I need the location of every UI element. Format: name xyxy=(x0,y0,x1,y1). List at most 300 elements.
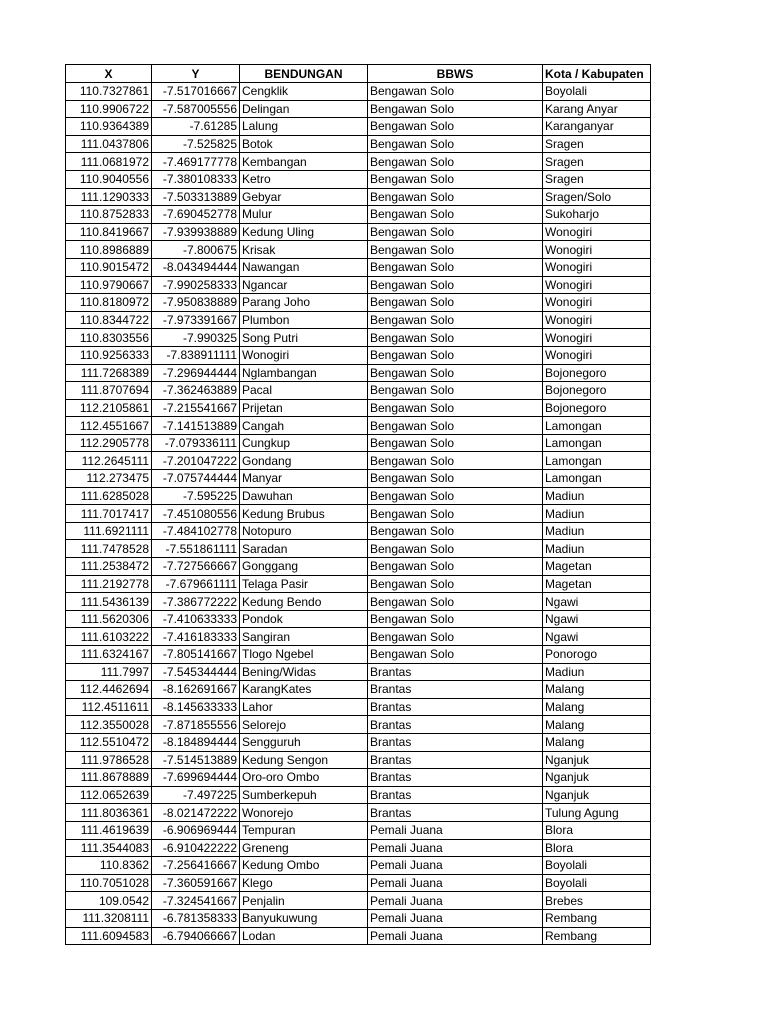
cell-x: 110.8419667 xyxy=(66,223,152,241)
cell-y: -7.256416667 xyxy=(152,857,240,875)
cell-bendungan: Nglambangan xyxy=(240,364,368,382)
cell-bbws: Brantas xyxy=(368,698,543,716)
cell-bendungan: Cangah xyxy=(240,417,368,435)
cell-kota: Brebes xyxy=(543,892,651,910)
cell-bendungan: Ketro xyxy=(240,170,368,188)
cell-bbws: Bengawan Solo xyxy=(368,276,543,294)
cell-bendungan: Klego xyxy=(240,874,368,892)
cell-bendungan: Plumbon xyxy=(240,311,368,329)
cell-x: 112.2645111 xyxy=(66,452,152,470)
cell-x: 111.3544083 xyxy=(66,839,152,857)
cell-y: -7.587005556 xyxy=(152,100,240,118)
table-row xyxy=(66,769,651,787)
cell-bendungan: Penjalin xyxy=(240,892,368,910)
cell-x: 112.5510472 xyxy=(66,733,152,751)
cell-bbws: Bengawan Solo xyxy=(368,399,543,417)
cell-bendungan: Krisak xyxy=(240,241,368,259)
cell-kota: Blora xyxy=(543,821,651,839)
cell-x: 109.0542 xyxy=(66,892,152,910)
cell-x: 110.8180972 xyxy=(66,294,152,312)
cell-kota: Wonogiri xyxy=(543,223,651,241)
cell-y: -7.525825 xyxy=(152,135,240,153)
cell-x: 111.6921111 xyxy=(66,522,152,540)
cell-kota: Malang xyxy=(543,698,651,716)
cell-y: -7.451080556 xyxy=(152,505,240,523)
cell-x: 111.9786528 xyxy=(66,751,152,769)
table-header xyxy=(66,65,651,83)
cell-x: 111.0681972 xyxy=(66,153,152,171)
cell-bbws: Bengawan Solo xyxy=(368,628,543,646)
cell-bendungan: Sengguruh xyxy=(240,733,368,751)
cell-x: 112.4511611 xyxy=(66,698,152,716)
cell-y: -7.324541667 xyxy=(152,892,240,910)
cell-bendungan: Lalung xyxy=(240,118,368,136)
cell-x: 110.9364389 xyxy=(66,118,152,136)
table-row xyxy=(66,716,651,734)
cell-bendungan: Selorejo xyxy=(240,716,368,734)
cell-bbws: Pemali Juana xyxy=(368,839,543,857)
cell-y: -7.939938889 xyxy=(152,223,240,241)
cell-x: 110.9790667 xyxy=(66,276,152,294)
cell-y: -7.075744444 xyxy=(152,470,240,488)
cell-kota: Madiun xyxy=(543,663,651,681)
cell-y: -7.545344444 xyxy=(152,663,240,681)
cell-y: -7.950838889 xyxy=(152,294,240,312)
cell-bendungan: KarangKates xyxy=(240,681,368,699)
cell-x: 110.9906722 xyxy=(66,100,152,118)
cell-bbws: Bengawan Solo xyxy=(368,188,543,206)
table-row xyxy=(66,83,651,101)
table-row xyxy=(66,364,651,382)
cell-bendungan: Prijetan xyxy=(240,399,368,417)
cell-y: -7.61285 xyxy=(152,118,240,136)
cell-bbws: Bengawan Solo xyxy=(368,470,543,488)
cell-bendungan: Pondok xyxy=(240,610,368,628)
cell-y: -7.727566667 xyxy=(152,558,240,576)
cell-bbws: Brantas xyxy=(368,716,543,734)
table-row xyxy=(66,646,651,664)
cell-kota: Nganjuk xyxy=(543,786,651,804)
cell-bbws: Bengawan Solo xyxy=(368,452,543,470)
cell-x: 111.2192778 xyxy=(66,575,152,593)
cell-kota: Ponorogo xyxy=(543,646,651,664)
cell-bbws: Bengawan Solo xyxy=(368,294,543,312)
cell-y: -7.410633333 xyxy=(152,610,240,628)
cell-kota: Boyolali xyxy=(543,83,651,101)
cell-kota: Lamongan xyxy=(543,470,651,488)
cell-y: -7.141513889 xyxy=(152,417,240,435)
cell-x: 111.7478528 xyxy=(66,540,152,558)
cell-x: 112.4462694 xyxy=(66,681,152,699)
cell-x: 111.5620306 xyxy=(66,610,152,628)
table-row xyxy=(66,610,651,628)
cell-kota: Wonogiri xyxy=(543,294,651,312)
cell-x: 110.8362 xyxy=(66,857,152,875)
cell-bbws: Bengawan Solo xyxy=(368,258,543,276)
cell-bbws: Brantas xyxy=(368,786,543,804)
cell-bendungan: Parang Joho xyxy=(240,294,368,312)
cell-y: -7.380108333 xyxy=(152,170,240,188)
cell-x: 110.9040556 xyxy=(66,170,152,188)
cell-bbws: Bengawan Solo xyxy=(368,223,543,241)
cell-bendungan: Ngancar xyxy=(240,276,368,294)
table-row xyxy=(66,382,651,400)
header-x: X xyxy=(66,65,152,83)
cell-x: 111.2538472 xyxy=(66,558,152,576)
cell-bendungan: Lahor xyxy=(240,698,368,716)
cell-bbws: Brantas xyxy=(368,751,543,769)
header-y: Y xyxy=(152,65,240,83)
cell-x: 110.8303556 xyxy=(66,329,152,347)
cell-bbws: Bengawan Solo xyxy=(368,241,543,259)
cell-x: 111.7997 xyxy=(66,663,152,681)
table-row xyxy=(66,311,651,329)
table-row xyxy=(66,663,651,681)
cell-x: 111.1290333 xyxy=(66,188,152,206)
cell-x: 111.7268389 xyxy=(66,364,152,382)
cell-x: 112.273475 xyxy=(66,470,152,488)
table-row xyxy=(66,522,651,540)
table-row xyxy=(66,153,651,171)
cell-kota: Madiun xyxy=(543,505,651,523)
cell-y: -8.184894444 xyxy=(152,733,240,751)
cell-x: 111.7017417 xyxy=(66,505,152,523)
cell-x: 110.7327861 xyxy=(66,83,152,101)
cell-x: 110.9256333 xyxy=(66,346,152,364)
cell-bbws: Bengawan Solo xyxy=(368,329,543,347)
table-row xyxy=(66,751,651,769)
cell-kota: Wonogiri xyxy=(543,311,651,329)
cell-bendungan: Cungkup xyxy=(240,434,368,452)
cell-y: -7.386772222 xyxy=(152,593,240,611)
cell-bendungan: Sumberkepuh xyxy=(240,786,368,804)
cell-bendungan: Tempuran xyxy=(240,821,368,839)
cell-y: -8.162691667 xyxy=(152,681,240,699)
table-row xyxy=(66,505,651,523)
cell-x: 111.6285028 xyxy=(66,487,152,505)
cell-x: 111.6324167 xyxy=(66,646,152,664)
table-row xyxy=(66,135,651,153)
cell-kota: Sragen xyxy=(543,153,651,171)
table-row xyxy=(66,434,651,452)
cell-bendungan: Kedung Uling xyxy=(240,223,368,241)
cell-bendungan: Botok xyxy=(240,135,368,153)
table-row xyxy=(66,223,651,241)
cell-bendungan: Banyukuwung xyxy=(240,909,368,927)
cell-y: -7.362463889 xyxy=(152,382,240,400)
cell-bbws: Bengawan Solo xyxy=(368,593,543,611)
cell-kota: Bojonegoro xyxy=(543,382,651,400)
table-row xyxy=(66,558,651,576)
cell-y: -7.990325 xyxy=(152,329,240,347)
cell-x: 111.8707694 xyxy=(66,382,152,400)
cell-y: -7.484102778 xyxy=(152,522,240,540)
cell-x: 110.8986889 xyxy=(66,241,152,259)
cell-y: -7.871855556 xyxy=(152,716,240,734)
cell-bendungan: Gonggang xyxy=(240,558,368,576)
cell-kota: Ngawi xyxy=(543,628,651,646)
cell-bbws: Bengawan Solo xyxy=(368,382,543,400)
cell-kota: Sukoharjo xyxy=(543,206,651,224)
cell-bendungan: Telaga Pasir xyxy=(240,575,368,593)
cell-x: 110.7051028 xyxy=(66,874,152,892)
cell-bbws: Bengawan Solo xyxy=(368,364,543,382)
cell-kota: Tulung Agung xyxy=(543,804,651,822)
cell-bbws: Pemali Juana xyxy=(368,927,543,945)
cell-kota: Rembang xyxy=(543,909,651,927)
cell-bendungan: Notopuro xyxy=(240,522,368,540)
cell-kota: Madiun xyxy=(543,487,651,505)
table-row xyxy=(66,470,651,488)
header-bbws: BBWS xyxy=(368,65,543,83)
cell-y: -7.497225 xyxy=(152,786,240,804)
cell-y: -7.699694444 xyxy=(152,769,240,787)
cell-kota: Malang xyxy=(543,716,651,734)
cell-x: 112.2105861 xyxy=(66,399,152,417)
cell-x: 111.6103222 xyxy=(66,628,152,646)
table-row xyxy=(66,593,651,611)
cell-y: -8.021472222 xyxy=(152,804,240,822)
cell-bbws: Bengawan Solo xyxy=(368,83,543,101)
table-row xyxy=(66,628,651,646)
table-row xyxy=(66,118,651,136)
cell-bbws: Bengawan Solo xyxy=(368,505,543,523)
cell-kota: Wonogiri xyxy=(543,241,651,259)
cell-y: -7.296944444 xyxy=(152,364,240,382)
cell-y: -7.838911111 xyxy=(152,346,240,364)
cell-bendungan: Bening/Widas xyxy=(240,663,368,681)
cell-bbws: Brantas xyxy=(368,663,543,681)
cell-y: -7.503313889 xyxy=(152,188,240,206)
cell-kota: Wonogiri xyxy=(543,329,651,347)
cell-kota: Ngawi xyxy=(543,593,651,611)
cell-x: 111.5436139 xyxy=(66,593,152,611)
cell-y: -7.517016667 xyxy=(152,83,240,101)
cell-bbws: Bengawan Solo xyxy=(368,575,543,593)
cell-bbws: Bengawan Solo xyxy=(368,540,543,558)
cell-kota: Lamongan xyxy=(543,452,651,470)
cell-x: 111.6094583 xyxy=(66,927,152,945)
cell-bendungan: Nawangan xyxy=(240,258,368,276)
cell-kota: Wonogiri xyxy=(543,276,651,294)
table-row xyxy=(66,874,651,892)
cell-bendungan: Pacal xyxy=(240,382,368,400)
cell-bbws: Bengawan Solo xyxy=(368,417,543,435)
cell-bbws: Bengawan Solo xyxy=(368,558,543,576)
cell-kota: Blora xyxy=(543,839,651,857)
cell-bendungan: Kedung Bendo xyxy=(240,593,368,611)
cell-kota: Bojonegoro xyxy=(543,364,651,382)
cell-kota: Karang Anyar xyxy=(543,100,651,118)
cell-bbws: Brantas xyxy=(368,769,543,787)
table-row xyxy=(66,452,651,470)
cell-x: 112.0652639 xyxy=(66,786,152,804)
cell-bbws: Bengawan Solo xyxy=(368,170,543,188)
cell-y: -7.990258333 xyxy=(152,276,240,294)
dam-table xyxy=(65,64,651,945)
cell-bendungan: Kedung Brubus xyxy=(240,505,368,523)
cell-bbws: Bengawan Solo xyxy=(368,522,543,540)
table-row xyxy=(66,927,651,945)
cell-bendungan: Kedung Ombo xyxy=(240,857,368,875)
cell-bendungan: Saradan xyxy=(240,540,368,558)
cell-kota: Sragen xyxy=(543,170,651,188)
cell-y: -7.551861111 xyxy=(152,540,240,558)
cell-y: -6.906969444 xyxy=(152,821,240,839)
table-body xyxy=(66,83,651,945)
cell-y: -7.514513889 xyxy=(152,751,240,769)
cell-bbws: Pemali Juana xyxy=(368,892,543,910)
cell-x: 110.9015472 xyxy=(66,258,152,276)
cell-y: -7.690452778 xyxy=(152,206,240,224)
cell-bbws: Brantas xyxy=(368,733,543,751)
table-row xyxy=(66,399,651,417)
cell-bendungan: Dawuhan xyxy=(240,487,368,505)
table-row xyxy=(66,804,651,822)
cell-y: -7.800675 xyxy=(152,241,240,259)
cell-kota: Malang xyxy=(543,733,651,751)
cell-bbws: Bengawan Solo xyxy=(368,135,543,153)
cell-x: 112.3550028 xyxy=(66,716,152,734)
cell-bbws: Bengawan Solo xyxy=(368,311,543,329)
table-row xyxy=(66,100,651,118)
cell-x: 112.4551667 xyxy=(66,417,152,435)
cell-bbws: Bengawan Solo xyxy=(368,100,543,118)
cell-y: -7.360591667 xyxy=(152,874,240,892)
table-row xyxy=(66,170,651,188)
cell-kota: Madiun xyxy=(543,522,651,540)
cell-x: 110.8752833 xyxy=(66,206,152,224)
cell-bendungan: Oro-oro Ombo xyxy=(240,769,368,787)
cell-kota: Sragen xyxy=(543,135,651,153)
table-row xyxy=(66,294,651,312)
cell-bbws: Bengawan Solo xyxy=(368,118,543,136)
cell-bendungan: Wonorejo xyxy=(240,804,368,822)
cell-y: -7.416183333 xyxy=(152,628,240,646)
table-row xyxy=(66,786,651,804)
cell-x: 111.4619639 xyxy=(66,821,152,839)
cell-bendungan: Tlogo Ngebel xyxy=(240,646,368,664)
cell-bbws: Pemali Juana xyxy=(368,857,543,875)
cell-kota: Sragen/Solo xyxy=(543,188,651,206)
cell-bendungan: Gebyar xyxy=(240,188,368,206)
cell-kota: Nganjuk xyxy=(543,751,651,769)
table-row xyxy=(66,188,651,206)
table-row xyxy=(66,733,651,751)
cell-bendungan: Sangiran xyxy=(240,628,368,646)
cell-y: -7.595225 xyxy=(152,487,240,505)
cell-kota: Lamongan xyxy=(543,417,651,435)
table-row xyxy=(66,487,651,505)
table-row xyxy=(66,821,651,839)
cell-bendungan: Wonogiri xyxy=(240,346,368,364)
cell-x: 111.3208111 xyxy=(66,909,152,927)
cell-bbws: Brantas xyxy=(368,804,543,822)
cell-y: -6.910422222 xyxy=(152,839,240,857)
cell-y: -6.781358333 xyxy=(152,909,240,927)
cell-bbws: Bengawan Solo xyxy=(368,610,543,628)
cell-kota: Nganjuk xyxy=(543,769,651,787)
table-row xyxy=(66,417,651,435)
cell-x: 112.2905778 xyxy=(66,434,152,452)
cell-kota: Ngawi xyxy=(543,610,651,628)
cell-bendungan: Kedung Sengon xyxy=(240,751,368,769)
cell-bbws: Bengawan Solo xyxy=(368,153,543,171)
header-bendungan: BENDUNGAN xyxy=(240,65,368,83)
cell-bendungan: Kembangan xyxy=(240,153,368,171)
cell-bbws: Bengawan Solo xyxy=(368,434,543,452)
cell-bendungan: Gondang xyxy=(240,452,368,470)
table-row xyxy=(66,575,651,593)
header-row xyxy=(66,65,651,83)
cell-kota: Lamongan xyxy=(543,434,651,452)
cell-x: 110.8344722 xyxy=(66,311,152,329)
table-row xyxy=(66,909,651,927)
cell-y: -7.215541667 xyxy=(152,399,240,417)
cell-kota: Wonogiri xyxy=(543,346,651,364)
table-row xyxy=(66,857,651,875)
cell-bendungan: Song Putri xyxy=(240,329,368,347)
cell-kota: Rembang xyxy=(543,927,651,945)
cell-y: -8.145633333 xyxy=(152,698,240,716)
cell-x: 111.0437806 xyxy=(66,135,152,153)
cell-y: -6.794066667 xyxy=(152,927,240,945)
spreadsheet xyxy=(65,64,651,945)
cell-kota: Malang xyxy=(543,681,651,699)
cell-y: -7.469177778 xyxy=(152,153,240,171)
cell-bendungan: Manyar xyxy=(240,470,368,488)
table-row xyxy=(66,276,651,294)
cell-bbws: Bengawan Solo xyxy=(368,487,543,505)
cell-y: -7.805141667 xyxy=(152,646,240,664)
cell-kota: Boyolali xyxy=(543,857,651,875)
cell-y: -7.201047222 xyxy=(152,452,240,470)
header-kota: Kota / Kabupaten xyxy=(543,65,651,83)
cell-kota: Magetan xyxy=(543,558,651,576)
cell-kota: Karanganyar xyxy=(543,118,651,136)
cell-bbws: Brantas xyxy=(368,681,543,699)
cell-kota: Bojonegoro xyxy=(543,399,651,417)
cell-bbws: Bengawan Solo xyxy=(368,646,543,664)
cell-kota: Madiun xyxy=(543,540,651,558)
cell-bbws: Pemali Juana xyxy=(368,909,543,927)
table-row xyxy=(66,681,651,699)
cell-y: -7.679661111 xyxy=(152,575,240,593)
table-row xyxy=(66,346,651,364)
table-row xyxy=(66,839,651,857)
cell-y: -7.973391667 xyxy=(152,311,240,329)
table-row xyxy=(66,329,651,347)
cell-kota: Magetan xyxy=(543,575,651,593)
table-row xyxy=(66,258,651,276)
cell-bendungan: Greneng xyxy=(240,839,368,857)
cell-kota: Boyolali xyxy=(543,874,651,892)
cell-bbws: Pemali Juana xyxy=(368,821,543,839)
cell-bendungan: Cengklik xyxy=(240,83,368,101)
table-row xyxy=(66,241,651,259)
cell-y: -7.079336111 xyxy=(152,434,240,452)
cell-bbws: Bengawan Solo xyxy=(368,206,543,224)
cell-bendungan: Lodan xyxy=(240,927,368,945)
table-row xyxy=(66,206,651,224)
table-row xyxy=(66,698,651,716)
cell-kota: Wonogiri xyxy=(543,258,651,276)
cell-bendungan: Mulur xyxy=(240,206,368,224)
table-row xyxy=(66,540,651,558)
cell-x: 111.8678889 xyxy=(66,769,152,787)
cell-y: -8.043494444 xyxy=(152,258,240,276)
cell-bbws: Pemali Juana xyxy=(368,874,543,892)
